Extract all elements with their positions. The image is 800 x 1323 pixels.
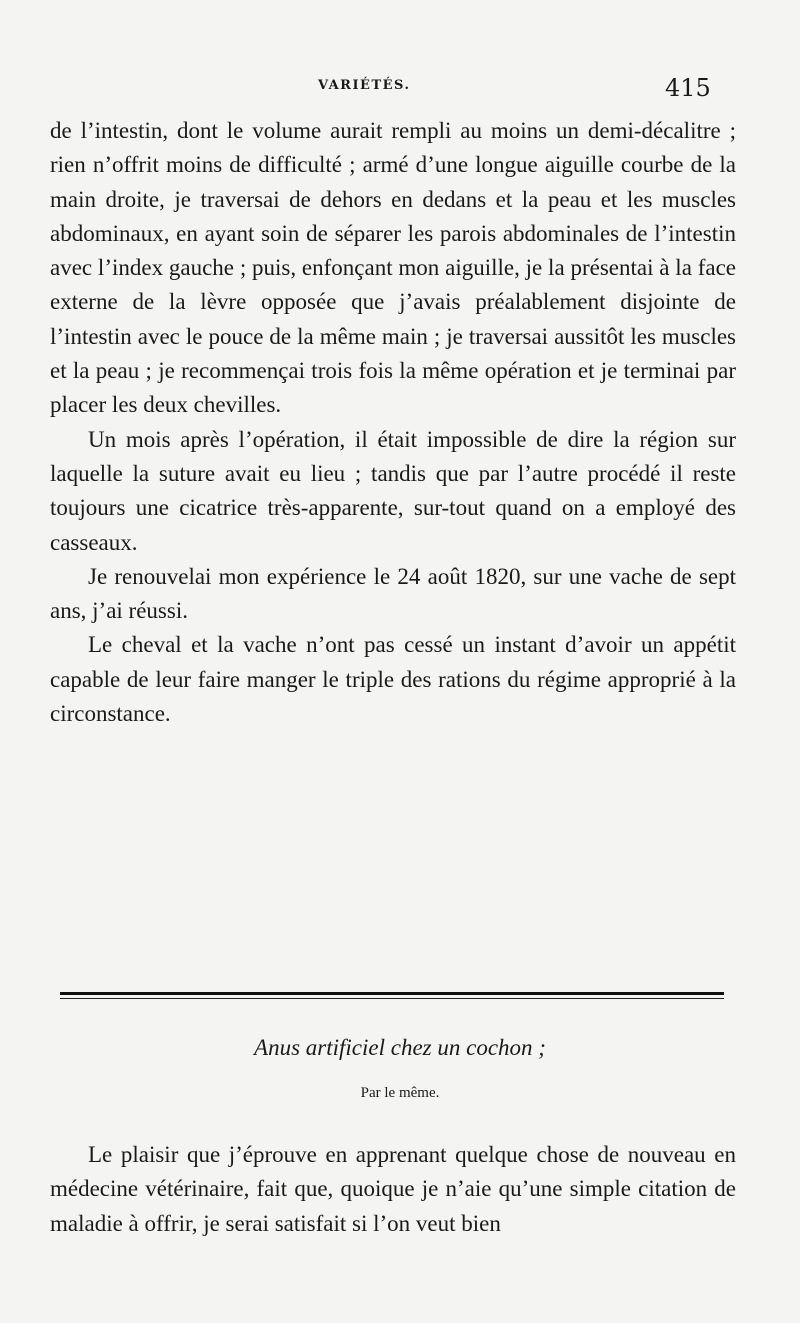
- divider-thick-rule: [60, 992, 724, 995]
- divider-thin-rule: [60, 998, 724, 999]
- article-text: [50, 1138, 736, 1241]
- paragraph: Le cheval et la vache n’ont pas cessé un instant d’avoir un appétit capable de leur faire manger le triple des rations du régime approprié à la circonstance.: [50, 632, 736, 727]
- running-head: VARIÉTÉS.: [318, 78, 411, 93]
- paragraph: Un mois après l’opération, il était impossible de dire la région sur laquelle la suture avait eu lieu ; tandis que par l’autre procédé il reste toujours une cicatrice très-apparente, sur-tout quand on a employé des casseaux.: [50, 426, 736, 555]
- page-number: 415: [665, 74, 711, 102]
- paragraph: Le plaisir que j’éprouve en apprenant quelque chose de nouveau en médecine vétérinaire, fait que, quoique je n’aie qu’une simple citation de maladie à offrir, je serai satisfait si l’on veut bien: [50, 1142, 736, 1236]
- section-divider: [60, 992, 724, 1000]
- article-title: Anus artificiel chez un cochon ;: [254, 1035, 546, 1060]
- article-byline: Par le même.: [360, 1085, 440, 1101]
- page-header: [0, 74, 800, 108]
- paragraph: Je renouvelai mon expérience le 24 août 1820, sur une vache de sept ans, j’ai réussi.: [50, 563, 736, 624]
- body-text: [50, 114, 736, 731]
- paragraph: de l’intestin, dont le volume aurait rempli au moins un demi-décalitre ; rien n’offrit moins de difficulté ; armé d’une longue aiguille courbe de la main droite, je traversai de dehors en dedans et la peau et les muscles abdominaux, en ayant soin de séparer les parois abdominales de l’intestin avec l’index gauche ; puis, enfonçant mon aiguille, je la présentai à la face externe de la lèvre opposée que j’avais préalablement disjointe de l’intestin avec le pouce de la même main ; je traversai aussitôt les muscles et la peau ; je recommençai trois fois la même opération et je terminai par placer les deux chevilles.: [50, 118, 736, 418]
